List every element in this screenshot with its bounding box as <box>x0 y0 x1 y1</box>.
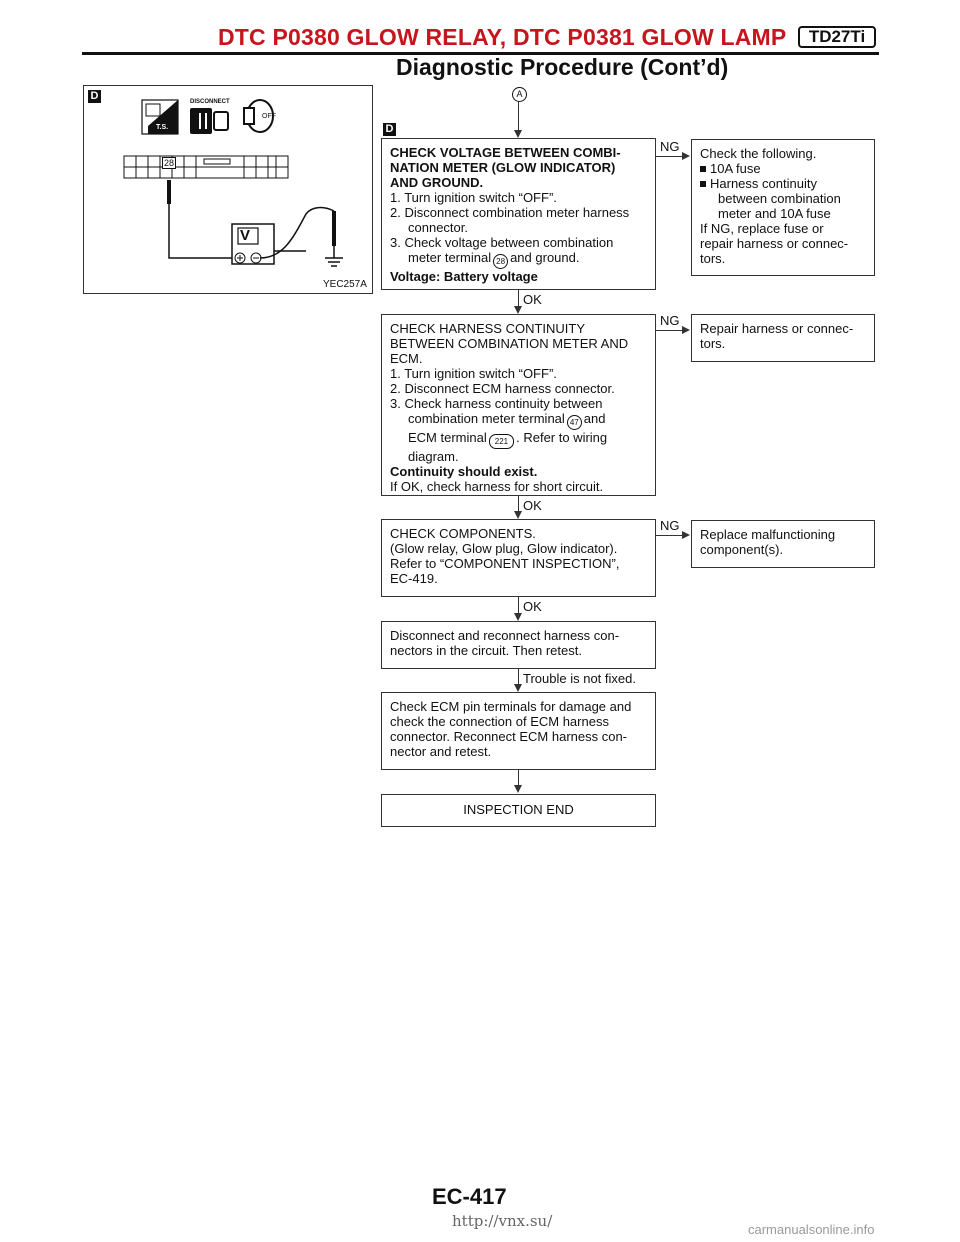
key-off-label: OFF <box>262 113 276 120</box>
ng-label: NG <box>660 139 680 154</box>
meter-connection-diagram <box>84 86 372 293</box>
diagnosis-mark-icon: D <box>88 90 101 103</box>
ok-label: OK <box>523 292 542 307</box>
terminal-47-icon: 47 <box>567 415 582 430</box>
engine-model-badge: TD27Ti <box>798 26 876 48</box>
diagnosis-mark-icon: D <box>383 123 396 136</box>
terminal-221-icon: 221 <box>489 434 514 449</box>
flow-arrow-icon <box>514 684 522 692</box>
ng-replace-component: Replace malfunctioning component(s). <box>691 520 875 568</box>
flow-arrow-icon <box>682 326 690 334</box>
connector-terminal-grid <box>124 156 288 178</box>
bullet-icon <box>700 166 706 172</box>
step-check-voltage: CHECK VOLTAGE BETWEEN COMBI- NATION METER (GLOW INDICATOR) AND GROUND. 1. Turn ignition switch “OFF”. 2. Disconnect combination meter harness connector. 3. Check voltage between combination meter terminal 28 and ground. Voltage: Battery voltage <box>381 138 656 290</box>
flow-arrow-icon <box>514 130 522 138</box>
diagnostic-illustration <box>83 85 373 294</box>
ok-label: OK <box>523 599 542 614</box>
step-check-components: CHECK COMPONENTS. (Glow relay, Glow plug, Glow indicator). Refer to “COMPONENT INSPECTION”, EC-419. <box>381 519 656 597</box>
flow-arrow-icon <box>682 152 690 160</box>
page-subtitle: Diagnostic Procedure (Cont’d) <box>396 54 729 80</box>
step-check-harness-continuity: CHECK HARNESS CONTINUITY BETWEEN COMBINATION METER AND ECM. 1. Turn ignition switch “OFF”. 2. Disconnect ECM harness connector. 3. Check harness continuity between combination meter terminal 47 and ECM terminal 221 . Refer to wiring diagram. Continuity should exist. If OK, check harness for short circuit. <box>381 314 656 496</box>
page-number: EC-417 <box>432 1184 507 1209</box>
flow-arrow-icon <box>514 613 522 621</box>
flow-arrow-icon <box>514 511 522 519</box>
ng-check-fuse-harness: Check the following. 10A fuse Harness continuity between combination meter and 10A fuse If NG, replace fuse or repair harness or connec- tors. <box>691 139 875 276</box>
page-header-title: DTC P0380 GLOW RELAY, DTC P0381 GLOW LAMP <box>218 24 787 50</box>
ng-repair-harness: Repair harness or connec- tors. <box>691 314 875 362</box>
inspection-end: INSPECTION END <box>381 794 656 827</box>
trouble-not-fixed-label: Trouble is not fixed. <box>523 671 636 686</box>
disconnect-label: DISCONNECT <box>190 99 230 105</box>
flow-arrow-icon <box>682 531 690 539</box>
bullet-icon <box>700 181 706 187</box>
connector-a-marker: A <box>512 87 527 102</box>
flow-line <box>656 535 682 536</box>
flow-arrow-icon <box>514 785 522 793</box>
source-url-link[interactable]: http://vnx.su/ <box>452 1212 553 1230</box>
ng-label: NG <box>660 313 680 328</box>
connector-disconnect-icon <box>190 108 228 134</box>
watermark: carmanualsonline.info <box>748 1222 875 1237</box>
terminal-28-icon: 28 <box>493 254 508 269</box>
ng-label: NG <box>660 518 680 533</box>
flow-line <box>656 330 682 331</box>
flow-line <box>656 156 682 157</box>
ts-label: T.S. <box>156 124 169 131</box>
flow-arrow-icon <box>514 306 522 314</box>
flow-line <box>518 102 519 131</box>
step-check-ecm-pins: Check ECM pin terminals for damage and check the connection of ECM harness connector. Reconnect ECM harness con- nector and retest. <box>381 692 656 770</box>
step-reconnect-harness: Disconnect and reconnect harness con- nectors in the circuit. Then retest. <box>381 621 656 669</box>
terminal-28-label: 28 <box>164 158 175 168</box>
ok-label: OK <box>523 498 542 513</box>
voltmeter-label: V <box>240 227 251 244</box>
figure-code: YEC257A <box>323 279 367 290</box>
